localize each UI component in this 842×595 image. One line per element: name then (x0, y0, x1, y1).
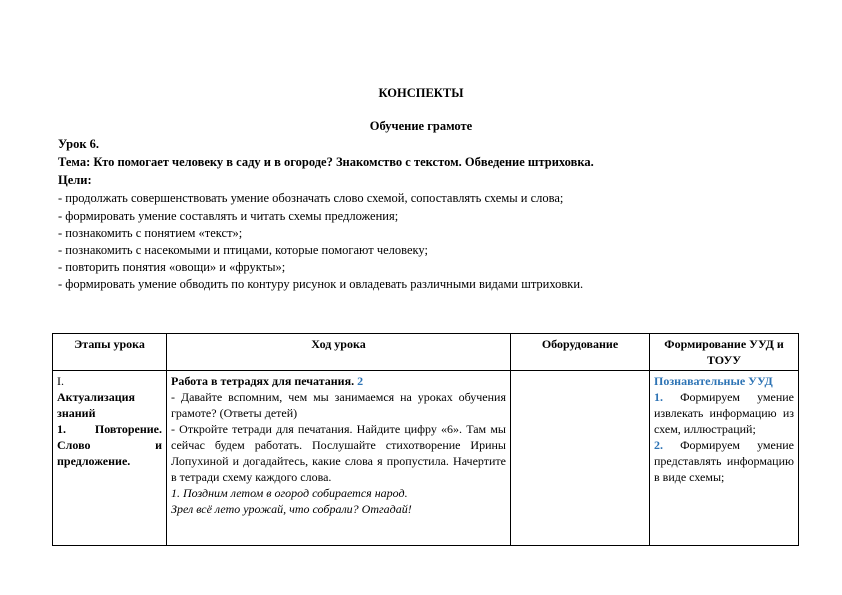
lesson-topic: Тема: Кто помогает человеку в саду и в огороде? Знакомство с текстом. Обведение штриховка. (58, 155, 594, 169)
lesson-number: Урок 6. (58, 137, 100, 151)
goal-item: - познакомить с понятием «текст»; (58, 226, 243, 240)
goals-label: Цели: (58, 173, 92, 187)
uud-number: 1. (654, 390, 663, 404)
lesson-page-number: 2 (357, 374, 364, 388)
uud-number: 2. (654, 438, 663, 452)
stage-name: Актуализация знаний (57, 390, 136, 420)
lesson-heading: Работа в тетрадях для печатания. (171, 374, 355, 388)
goal-item: - продолжать совершенствовать умение обозначать слово схемой, сопоставлять схемы и слова; (58, 191, 564, 205)
stage-number: I. (57, 374, 64, 388)
lesson-paragraph: - Давайте вспомним, чем мы занимаемся на уроках обучения грамоте? (Ответы детей) (171, 390, 506, 420)
header-uud: Формирование УУД и ТОУУ (650, 334, 799, 371)
lesson-cell (167, 371, 511, 546)
goal-item: - повторить понятия «овощи» и «фрукты»; (58, 260, 286, 274)
poem-line: Зрел всё лето урожай, что собрали? Отгадай! (171, 502, 412, 516)
stage-cell (53, 371, 167, 546)
equipment-cell (511, 371, 650, 546)
lesson-paragraph: - Откройте тетради для печатания. Найдите цифру «6». Там мы сейчас будем работать. Послушайте стихотворение Ирины Лопухиной и догадайтесь, какие слова я пропустила. Начертите в тетради схему каждого слова. (171, 422, 506, 484)
stage-sub: 1. Повторение. Слово и предложение. (57, 422, 162, 468)
document-title: КОНСПЕКТЫ (378, 86, 464, 100)
uud-text: Формируем умение представлять информацию в виде схемы; (654, 438, 794, 484)
header-equipment: Оборудование (511, 334, 650, 371)
goal-item: - формировать умение обводить по контуру рисунок и овладевать различными видами штриховки. (58, 277, 584, 291)
document-subtitle: Обучение грамоте (369, 119, 473, 133)
header-stages: Этапы урока (53, 334, 167, 371)
goal-item: - познакомить с насекомыми и птицами, которые помогают человеку; (58, 243, 428, 257)
table-row (53, 371, 799, 546)
header-lesson-flow: Ход урока (167, 334, 511, 371)
goal-item: - формировать умение составлять и читать схемы предложения; (58, 209, 399, 223)
table-header-row (53, 334, 799, 371)
uud-text: Формируем умение извлекать информацию из схем, иллюстраций; (654, 390, 794, 436)
uud-heading: Познавательные УУД (654, 374, 773, 388)
lesson-table (52, 333, 799, 546)
poem-line: 1. Поздним летом в огород собирается народ. (171, 486, 408, 500)
uud-cell (650, 371, 799, 546)
